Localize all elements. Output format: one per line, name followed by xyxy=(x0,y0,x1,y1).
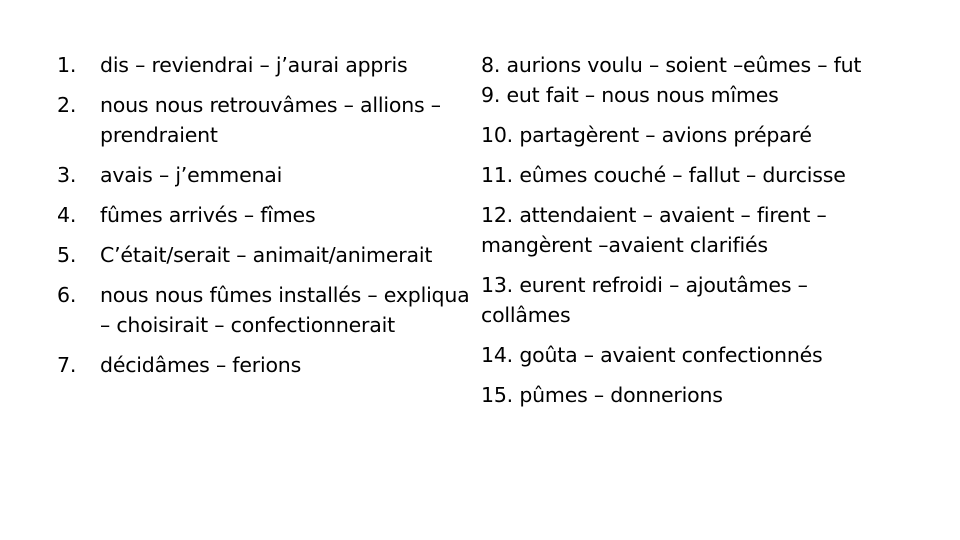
list-item xyxy=(57,160,477,190)
list-item xyxy=(57,200,477,230)
list-item: 9. eut fait – nous nous mîmes xyxy=(481,83,779,107)
left-answer-list xyxy=(57,50,477,390)
item-number: 4. xyxy=(57,203,77,227)
item-text: C’était/serait – animait/animerait xyxy=(100,243,433,267)
list-item: 15. pûmes – donnerions xyxy=(481,383,723,407)
item-number: 1. xyxy=(57,53,77,77)
list-item xyxy=(57,90,477,150)
item-number: 2. xyxy=(57,93,77,117)
list-item xyxy=(57,240,477,270)
list-item xyxy=(57,280,477,340)
item-text: décidâmes – ferions xyxy=(100,353,302,377)
item-number: 7. xyxy=(57,353,77,377)
item-text: fûmes arrivés – fîmes xyxy=(100,203,316,227)
list-item: 11. eûmes couché – fallut – durcisse xyxy=(481,163,846,187)
right-answer-list xyxy=(481,50,901,420)
list-item: 14. goûta – avaient confectionnés xyxy=(481,343,823,367)
item-number: 3. xyxy=(57,163,77,187)
item-text: avais – j’emmenai xyxy=(100,163,283,187)
list-item: 13. eurent refroidi – ajoutâmes – collâmes xyxy=(481,273,808,327)
list-item: 12. attendaient – avaient – firent – mangèrent –avaient clarifiés xyxy=(481,203,827,257)
list-item: 8. aurions voulu – soient –eûmes – fut xyxy=(481,53,862,77)
item-text: nous nous retrouvâmes – allions – prendraient xyxy=(100,93,441,147)
list-item xyxy=(57,350,477,380)
item-text: nous nous fûmes installés – expliqua – choisirait – confectionnerait xyxy=(100,283,470,337)
list-item xyxy=(57,50,477,80)
list-item: 10. partagèrent – avions préparé xyxy=(481,123,812,147)
item-number: 5. xyxy=(57,243,77,267)
item-number: 6. xyxy=(57,283,77,307)
item-text: dis – reviendrai – j’aurai appris xyxy=(100,53,408,77)
